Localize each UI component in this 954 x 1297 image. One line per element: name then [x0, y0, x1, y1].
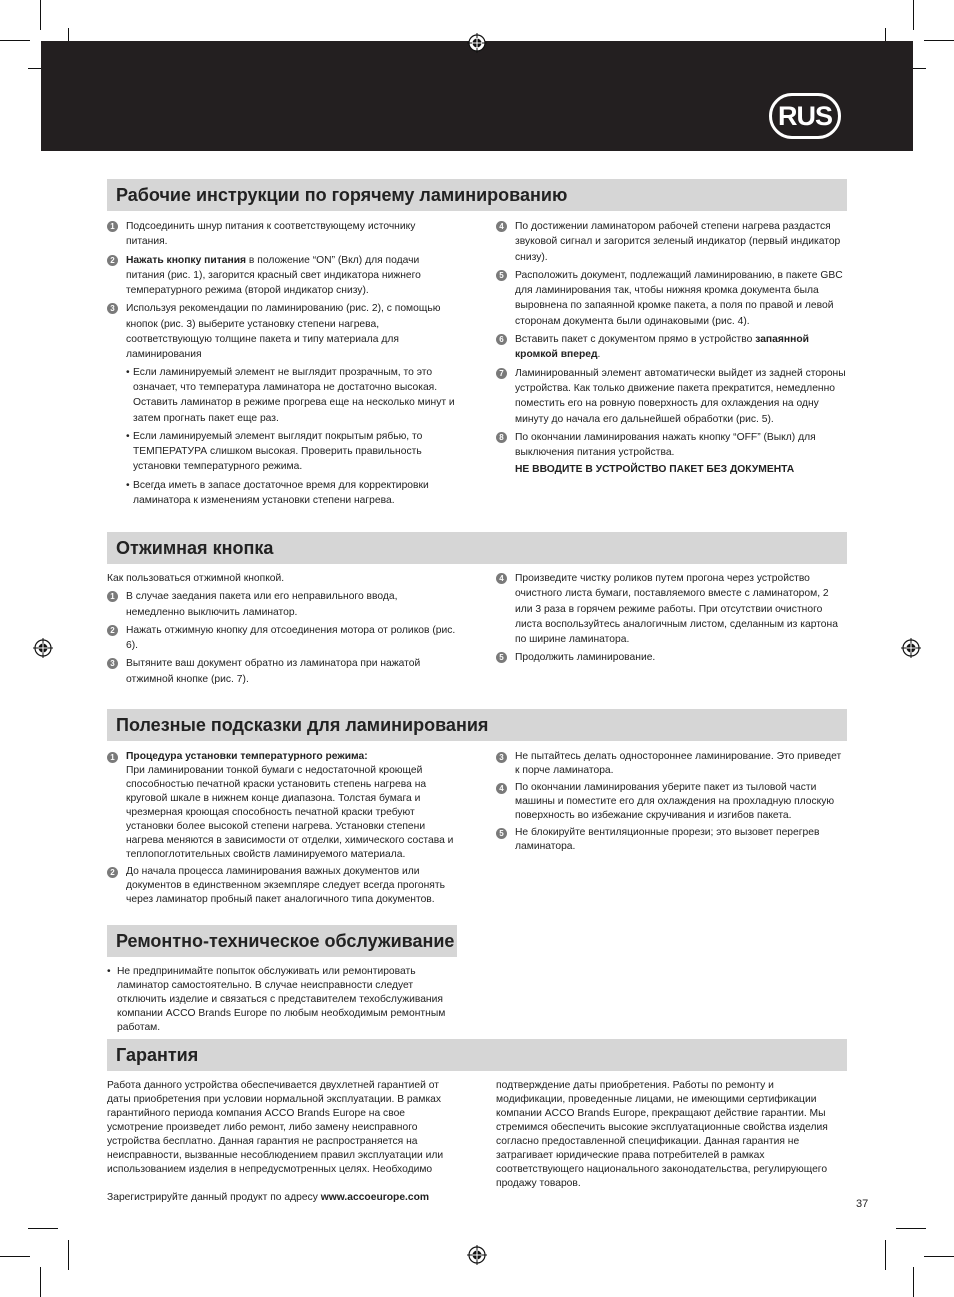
- step-text: В случае заедания пакета или его неправильного ввода, немедленно выключить ламинатор.: [126, 591, 398, 618]
- section2-left-column: [107, 571, 457, 690]
- list-item: [107, 589, 457, 620]
- crop-mark: [896, 1228, 926, 1229]
- registration-mark-icon: [901, 638, 921, 658]
- section3-right-column: [496, 750, 846, 857]
- step-number: 5: [496, 652, 507, 663]
- intro-text: Как пользоваться отжимной кнопкой.: [107, 573, 285, 584]
- list-item: [496, 332, 846, 363]
- list-item: [107, 750, 457, 862]
- step-number: 7: [496, 368, 507, 379]
- section-header-tips: [107, 709, 847, 741]
- step-number: 4: [496, 573, 507, 584]
- step-number: 2: [107, 625, 118, 636]
- bullet-text: Если ламинируемый элемент выглядит покрытым рябью, то ТЕМПЕРАТУРА слишком высокая. Проверить правильность установки температурного режима.: [133, 430, 423, 473]
- bullet-text: Всегда иметь в запасе достаточное время для корректировки ламинатора к изменениям установки степени нагрева.: [133, 479, 429, 507]
- step-text: Не блокируйте вентиляционные прорези; это вызовет перегрев ламинатора.: [515, 827, 820, 852]
- list-item: [496, 268, 846, 329]
- registration-mark-icon: [467, 33, 487, 53]
- step-text: При ламинировании тонкой бумаги с недостаточной кроющей способностью печатной краски установить степень нагрева на круговой шкале в нижнем конце диапазона. Толстая бумага и чрезмерная кроющая способность печатной краски требуют установки более высокой степени нагрева. Установки степени нагрева меняются в зависимости от отделки, химического состава и теплопоглотительных свойств ламинируемого материала.: [126, 765, 454, 860]
- step-text: Продолжить ламинирование.: [515, 652, 656, 664]
- step-text: в положение “ON” (Вкл) для подачи питания (рис. 1), загорится красный свет индикатора нижнего температурного режима (второй индикатор снизу).: [126, 254, 421, 297]
- step-number: 1: [107, 591, 118, 602]
- register-text: Зарегистрируйте данный продукт по адресу: [107, 1192, 321, 1203]
- list-item: [496, 571, 846, 647]
- list-item: [107, 656, 457, 687]
- section-header-maintenance: [107, 925, 457, 957]
- section-header-hot-lamination: [107, 179, 847, 211]
- step-text: По окончании ламинирования уберите пакет из тыловой части машины и поместите его для охлаждения на прохладную плоскую поверхность во избежание скручивания и изгибов пакета.: [515, 782, 835, 821]
- list-item: [496, 650, 846, 665]
- warranty-text-right: подтверждение даты приобретения. Работы по ремонту и модификации, проведенные лицами, не имеющими сертификации компании ACCO Brands Europe, прекращают действие гарантии. Мы стремимся обеспечить высокие эксплуатационные свойства изделия согласно предоставленной спецификации. Данная гарантия не затрагивает юридические права потребителей в рамках соответствующего национального законодательства, регулирующего продажу товаров.: [496, 1080, 828, 1189]
- section-title: Ремонтно-техническое обслуживание: [116, 931, 455, 951]
- bullet-icon: •: [126, 366, 130, 378]
- crop-mark: [924, 1256, 954, 1257]
- step-number: 3: [496, 752, 507, 763]
- crop-mark: [0, 1256, 30, 1257]
- register-line: [107, 1191, 457, 1205]
- crop-mark: [913, 0, 914, 30]
- section-header-warranty: [107, 1039, 847, 1071]
- step-text: До начала процесса ламинирования важных документов или документов в единственном экземпляре следует всегда прогонять через ламинатор пробный пакет аналогичного типа документов.: [126, 866, 445, 905]
- list-item: [496, 430, 846, 478]
- bullet-list: [126, 365, 457, 509]
- step-number: 6: [496, 334, 507, 345]
- step-text: Вставить пакет с документом прямо в устройство: [515, 334, 756, 346]
- page-number: 37: [856, 1198, 869, 1210]
- section4-content: [107, 965, 457, 1038]
- bullet-icon: •: [107, 966, 111, 977]
- crop-mark: [28, 1228, 58, 1229]
- step-bold-text: Процедура установки температурного режима:: [126, 751, 368, 762]
- register-link[interactable]: www.accoeurope.com: [320, 1192, 430, 1203]
- section-title: Гарантия: [116, 1045, 199, 1065]
- step-number: 4: [496, 221, 507, 232]
- step-number: 4: [496, 783, 507, 794]
- bullet-item: [107, 965, 457, 1035]
- crop-mark: [924, 40, 954, 41]
- step-number: 3: [107, 303, 118, 314]
- crop-mark: [68, 1240, 69, 1270]
- bullet-item: [126, 365, 457, 426]
- section3-left-column: [107, 750, 457, 910]
- warranty-text-left: Работа данного устройства обеспечивается двухлетней гарантией от даты приобретения при условии нормальной эксплуатации. В рамках гарантийного периода компания ACCO Brands Europe на свое усмотрение произведет либо ремонт, либо замену неисправного устройства бесплатно. Данная гарантия не распространяется на неисправности, вызванные несоблюдением правил эксплуатации или использованием изделия в непредусмотренных целях. Необходимо: [107, 1080, 444, 1175]
- bullet-icon: •: [126, 430, 130, 442]
- step-number: 8: [496, 432, 507, 443]
- crop-mark: [40, 0, 41, 30]
- crop-mark: [40, 1267, 41, 1297]
- list-item: [496, 366, 846, 427]
- step-text: Не пытайтесь делать одностороннее ламинирование. Это приведет к порче ламинатора.: [515, 751, 842, 776]
- bullet-text: Не предпринимайте попыток обслуживать или ремонтировать ламинатор самостоятельно. В случае неисправности следует отключить изделие и связаться с представителем техобслуживания компании ACCO Brands Europe по любым необходимым ремонтным работам.: [117, 966, 446, 1033]
- bullet-item: [126, 478, 457, 509]
- step-text: Произведите чистку роликов путем прогона через устройство очистного листа бумаги, поставляемого вместе с ламинатором, 2 или 3 раза в горячем режиме работы. При отсутствии очистного листа воспользуйтесь аналогичным листом, сделанным из картона по ширине ламинатора.: [515, 573, 838, 646]
- warranty-left-column: [107, 1079, 457, 1205]
- section-header-release-button: [107, 532, 847, 564]
- list-item: [496, 219, 846, 265]
- registration-mark-icon: [467, 1245, 487, 1265]
- bullet-text: Если ламинируемый элемент не выглядит прозрачным, то это означает, что температура ламинатора не достаточно высокая. Оставить ламинатор в режиме прогрева еще на несколько минут и затем прогнать пакет еще раз.: [133, 366, 455, 424]
- step-number: 2: [107, 867, 118, 878]
- step-text: Ламинированный элемент автоматически выйдет из задней стороны устройства. Как только движение пакета прекратится, немедленно поместить его на ровную поверхность для охлаждения на одну минуту до начала его дальнейшей обработки (рис. 5).: [515, 367, 846, 425]
- step-text: По достижении ламинатором рабочей степени нагрева раздастся звуковой сигнал и загорится зеленый индикатор (первый индикатор снизу).: [515, 221, 841, 263]
- section-title: Рабочие инструкции по горячему ламинированию: [116, 185, 568, 205]
- bullet-item: [126, 429, 457, 475]
- section-title: Отжимная кнопка: [116, 538, 274, 558]
- section-title: Полезные подсказки для ламинирования: [116, 715, 489, 735]
- step-text: Нажать отжимную кнопку для отсоединения мотора от роликов (рис. 6).: [126, 624, 456, 652]
- list-item: [496, 826, 846, 854]
- step-bold-text: Нажать кнопку питания: [126, 254, 247, 266]
- warranty-right-column: [496, 1079, 846, 1191]
- section1-right-column: [496, 219, 846, 481]
- warning-text: НЕ ВВОДИТЕ В УСТРОЙСТВО ПАКЕТ БЕЗ ДОКУМЕНТА: [515, 464, 795, 476]
- list-item: [107, 219, 457, 250]
- crop-mark: [885, 1240, 886, 1270]
- list-item: [107, 865, 457, 907]
- step-text: Вытяните ваш документ обратно из ламинатора при нажатой отжимной кнопке (рис. 7).: [126, 658, 421, 685]
- bullet-icon: •: [126, 479, 130, 491]
- step-number: 1: [107, 752, 118, 763]
- section2-right-column: [496, 571, 846, 669]
- step-text: Используя рекомендации по ламинированию (рис. 2), с помощью кнопок (рис. 3) выберите установку степени нагрева, соответствующую толщине пакета и типу материала для ламинирования: [126, 303, 441, 361]
- crop-mark: [913, 1267, 914, 1297]
- step-number: 1: [107, 221, 118, 232]
- registration-mark-icon: [33, 638, 53, 658]
- step-text-tail: .: [597, 349, 601, 361]
- step-number: 2: [107, 255, 118, 266]
- step-number: 3: [107, 658, 118, 669]
- crop-mark: [0, 40, 30, 41]
- step-text: Подсоединить шнур питания к соответствующему источнику питания.: [126, 221, 416, 248]
- step-number: 5: [496, 828, 507, 839]
- step-bold-text: запаянной кромкой вперед: [515, 334, 809, 361]
- step-text: По окончании ламинирования нажать кнопку “OFF” (Выкл) для выключения питания устройства.: [515, 431, 816, 459]
- language-badge: RUS: [769, 93, 841, 139]
- step-number: 5: [496, 270, 507, 281]
- section1-left-column: [107, 219, 457, 511]
- list-item: [107, 623, 457, 654]
- list-item: [107, 253, 457, 299]
- list-item: [496, 781, 846, 823]
- list-item: [107, 301, 457, 508]
- step-text: Расположить документ, подлежащий ламинированию, в пакете GBC для ламинирования так, чтобы нижняя кромка документа была выровнена по запаянной кромке пакета, а поля по правой и левой сторонам документа были одинаковыми (рис. 4).: [515, 269, 843, 327]
- list-item: [496, 750, 846, 778]
